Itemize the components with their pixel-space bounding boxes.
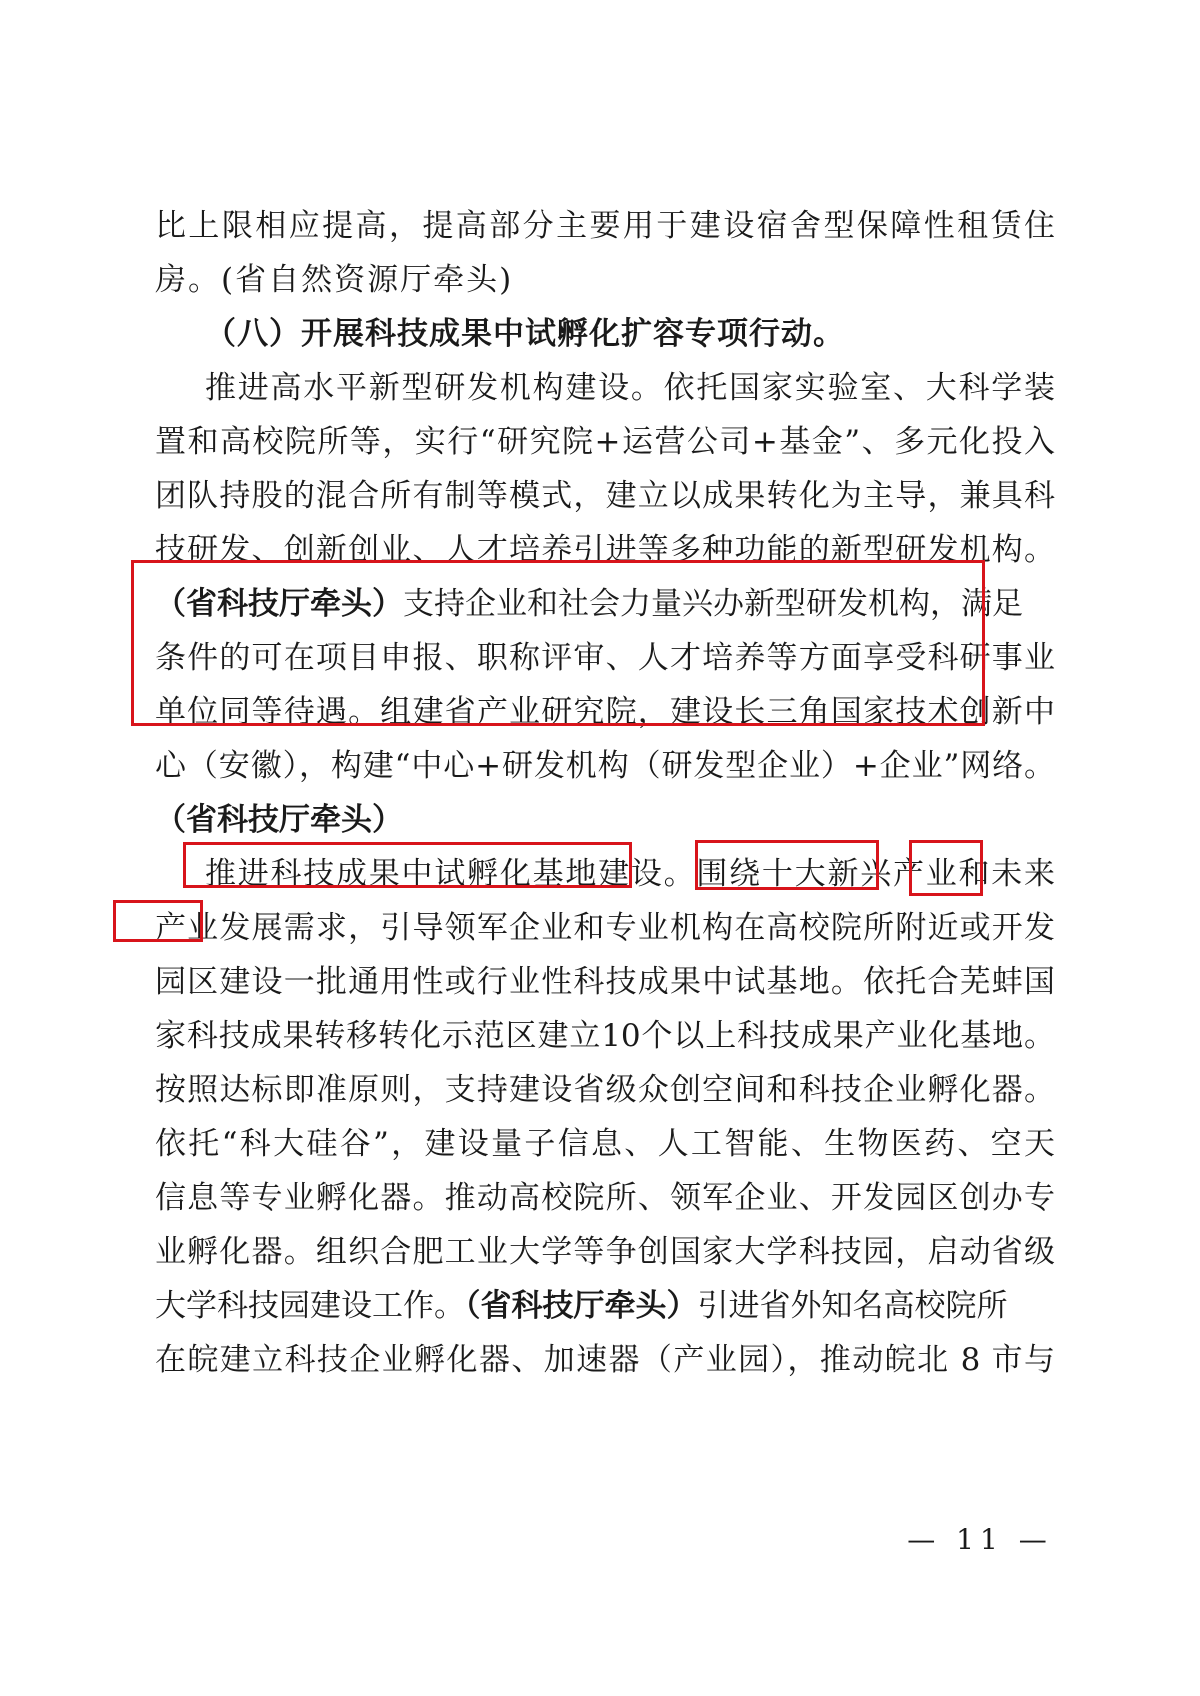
text-line-8: [155, 584, 1055, 624]
lead-dept-label-2: （省科技厅牵头）: [155, 802, 403, 838]
text-line-18: 依托“科大硅谷”，建设量子信息、人工智能、生物医药、空天: [155, 1126, 1055, 1162]
lead-dept-label-3: （省科技厅牵头）: [465, 1288, 698, 1324]
text-line-21-end: 引进省外知名高校院所: [697, 1288, 1008, 1324]
text-line-4: 推进高水平新型研发机构建设。依托国家实验室、大科学装: [205, 370, 1055, 406]
section-heading: （八）开展科技成果中试孵化扩容专项行动。: [205, 316, 845, 352]
text-line-21: [155, 1286, 1055, 1326]
text-line-5: 置和高校院所等，实行“研究院+运营公司+基金”、多元化投入: [155, 424, 1055, 460]
text-line-9: 条件的可在项目申报、职称评审、人才培养等方面享受科研事业: [155, 640, 1055, 676]
text-line-19: 信息等专业孵化器。推动高校院所、领军企业、开发园区创办专: [155, 1180, 1055, 1216]
text-line-11: 心（安徽），构建“中心+研发机构（研发型企业）+企业”网络。: [155, 748, 1055, 784]
text-line-1: 比上限相应提高，提高部分主要用于建设宿舍型保障性租赁住: [155, 208, 1055, 244]
text-line-22: 在皖建立科技企业孵化器、加速器（产业园），推动皖北 8 市与: [155, 1342, 1055, 1378]
text-line-20: 业孵化器。组织合肥工业大学等争创国家大学科技园，启动省级: [155, 1234, 1055, 1270]
text-line-6: 团队持股的混合所有制等模式，建立以成果转化为主导，兼具科: [155, 478, 1055, 514]
text-line-13: 推进科技成果中试孵化基地建设。围绕十大新兴产业和未来: [205, 856, 1055, 892]
text-line-8-rest: 支持企业和社会力量兴办新型研发机构，满足: [403, 586, 1023, 622]
lead-dept-label: （省科技厅牵头）: [155, 586, 403, 622]
text-line-7: 技研发、创新创业、人才培养引进等多种功能的新型研发机构。: [155, 532, 1055, 568]
text-line-16: 家科技成果转移转化示范区建立10个以上科技成果产业化基地。: [155, 1018, 1055, 1054]
text-line-17: 按照达标即准原则，支持建设省级众创空间和科技企业孵化器。: [155, 1072, 1055, 1108]
page-number: — 11 —: [907, 1523, 1053, 1556]
text-line-10: 单位同等待遇。组建省产业研究院，建设长三角国家技术创新中: [155, 694, 1055, 730]
text-line-21-start: 大学科技园建设工作。: [155, 1288, 465, 1324]
text-line-2: 房。(省自然资源厅牵头): [155, 262, 514, 298]
text-line-14: 产业发展需求，引导领军企业和专业机构在高校院所附近或开发: [155, 910, 1055, 946]
text-line-15: 园区建设一批通用性或行业性科技成果中试基地。依托合芜蚌国: [155, 964, 1055, 1000]
